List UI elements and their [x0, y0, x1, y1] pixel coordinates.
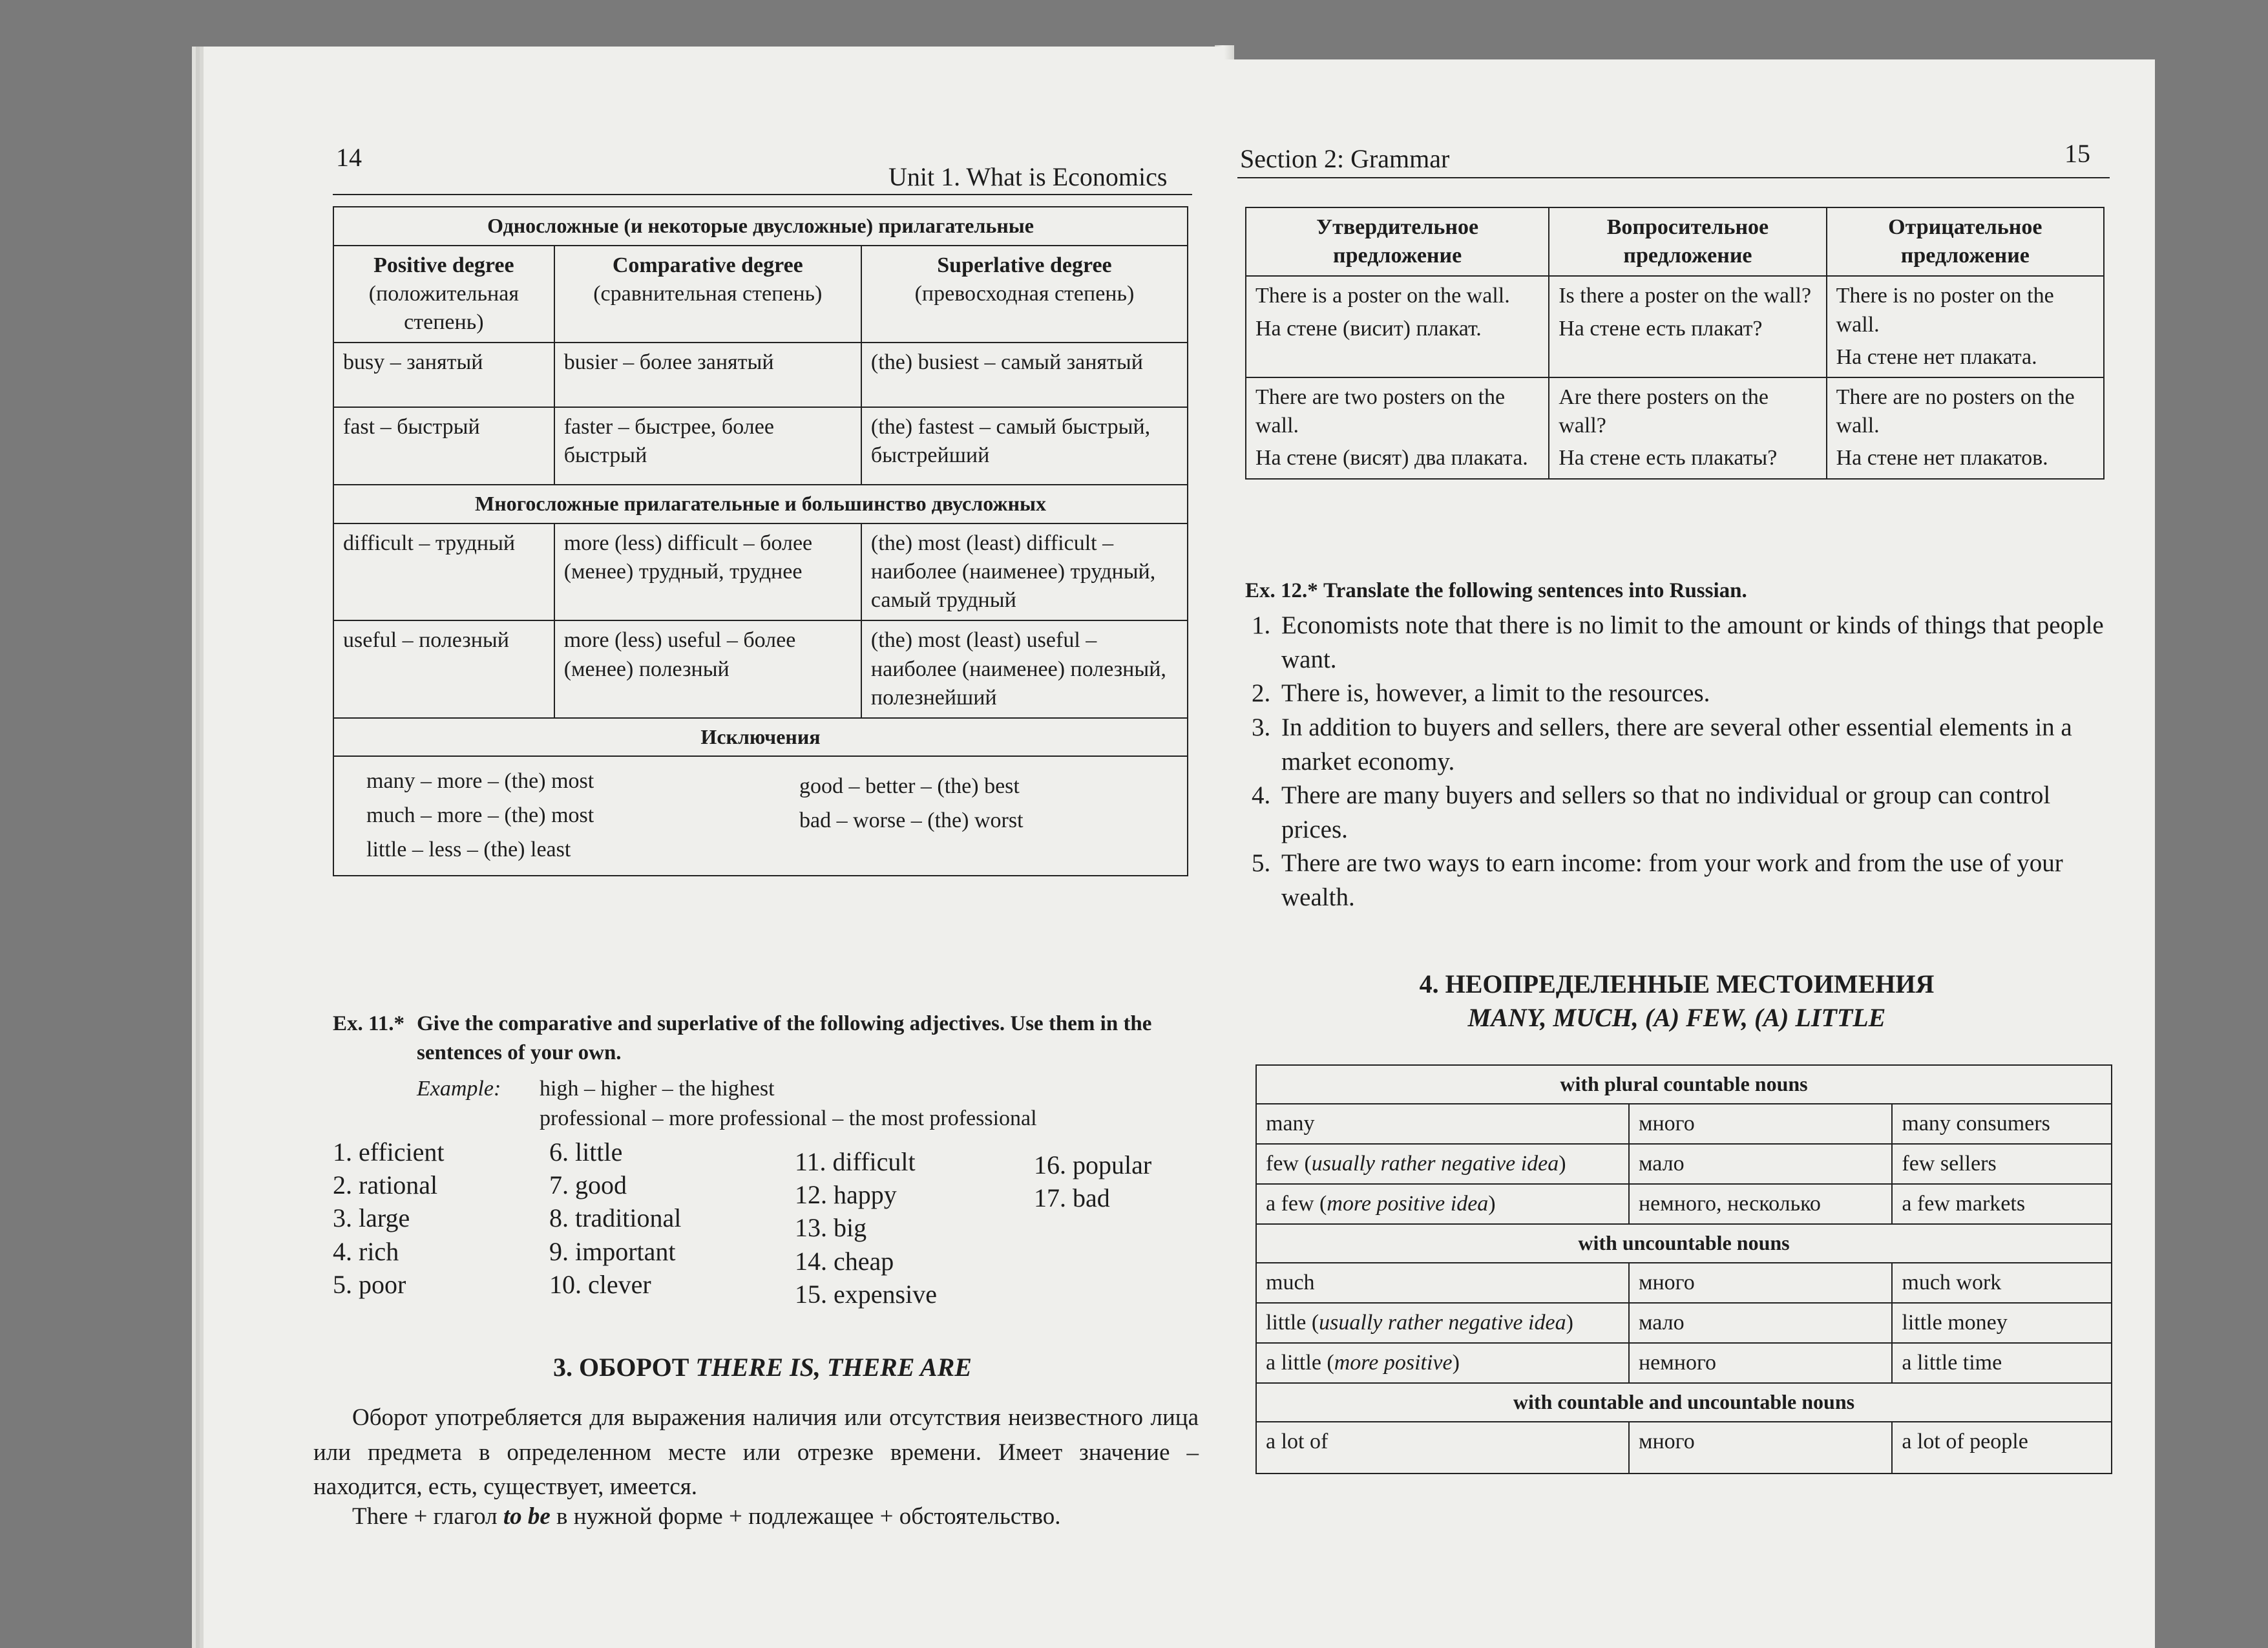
table-cell: a few markets — [1892, 1184, 2112, 1224]
list-item: 3. In addition to buyers and sellers, there are several other essential elements in a market economy. — [1252, 713, 2072, 776]
table-cell: (the) busiest – самый занятый — [861, 343, 1188, 407]
table-cell: more (less) difficult – более (менее) трудный, труднее — [554, 523, 861, 621]
table-row — [1256, 1422, 2112, 1474]
table-row — [1246, 276, 2104, 377]
table-section-exceptions: Исключения — [333, 718, 1188, 757]
ex11-column-3: 11. difficult 12. happy 13. big 14. cheap 15. expensive — [795, 1147, 937, 1309]
table-cell: busier – более занятый — [554, 343, 861, 407]
ex11-column-2: 6. little 7. good 8. traditional 9. important 10. clever — [549, 1137, 682, 1299]
table-cell: There are two posters on the wall. На стене (висят) два плаката. — [1246, 377, 1549, 479]
table-cell: много — [1629, 1104, 1892, 1144]
table-cell: a little time — [1892, 1343, 2112, 1383]
table-section-uncountable: with uncountable nouns — [1256, 1224, 2112, 1263]
exceptions-left: many – more – (the) most much – more – (the) most little – less – (the) least — [366, 769, 594, 861]
table-cell: a lot of people — [1892, 1422, 2112, 1474]
table-cell: There is no poster on the wall. На стене нет плаката. — [1827, 276, 2104, 377]
list-item: 5. There are two ways to earn income: from your work and from the use of your wealth. — [1252, 849, 2063, 912]
exercise-12-list — [1252, 609, 2111, 915]
table-cell: (the) most (least) difficult – наиболее (наименее) трудный, самый трудный — [861, 523, 1188, 621]
table-cell: There are no posters on the wall. На стене нет плакатов. — [1827, 377, 2104, 479]
table-header-row — [1246, 207, 2104, 276]
section-3-heading: 3. ОБОРОТ THERE IS, THERE ARE — [553, 1353, 972, 1382]
page-number-right: 15 — [2064, 139, 2090, 168]
table-row — [1256, 1343, 2112, 1383]
header-negative: Отрицательное предложение — [1827, 207, 2104, 276]
table-cell: немного — [1629, 1343, 1892, 1383]
table-cell: (the) most (least) useful – наиболее (наименее) полезный, полезнейший — [861, 620, 1188, 718]
table-cell: many — [1256, 1104, 1629, 1144]
header-comparative: Comparative degree (сравнительная степень) — [554, 246, 861, 343]
section-3-paragraph: Оборот употребляется для выражения наличия или отсутствия неизвестного лица или предмета в определенном месте или отрезке времени. Имеет значение – находится, есть, существует, имеется. — [313, 1404, 1199, 1501]
table-section-countable-uncountable: with countable and uncountable nouns — [1256, 1383, 2112, 1422]
section-4-heading: 4. НЕОПРЕДЕЛЕННЫЕ МЕСТОИМЕНИЯ MANY, MUCH, (A) FEW, (A) LITTLE — [1419, 969, 1935, 1032]
table-cell: few sellers — [1892, 1144, 2112, 1184]
table-row — [333, 343, 1188, 407]
exercise-12-instruction: Ex. 12.* Translate the following sentences into Russian. — [1245, 579, 1747, 602]
table-cell: few (usually rather negative idea) — [1256, 1144, 1629, 1184]
table-row — [1256, 1144, 2112, 1184]
table-row — [1246, 377, 2104, 479]
there-is-there-are-table — [1245, 207, 2105, 480]
table-cell: много — [1629, 1263, 1892, 1303]
table-row — [333, 523, 1188, 621]
section-3-formula: There + глагол to be в нужной форме + подлежащее + обстоятельство. — [352, 1503, 1061, 1530]
table-section-plural-countable: with plural countable nouns — [1256, 1065, 2112, 1104]
table-row — [1256, 1104, 2112, 1144]
table-cell: difficult – трудный — [333, 523, 554, 621]
running-title-right: Section 2: Grammar — [1240, 144, 1450, 173]
table-cell: faster – быстрее, более быстрый — [554, 407, 861, 485]
header-interrogative: Вопросительное предложение — [1549, 207, 1826, 276]
table-section-polysyllabic: Многосложные прилагательные и большинство двусложных — [333, 485, 1188, 523]
quantifiers-table — [1255, 1064, 2112, 1474]
ex11-column-1: 1. efficient 2. rational 3. large 4. rich 5. poor — [333, 1137, 445, 1299]
exercise-11-instruction: Ex. 11.* Give the comparative and superlative of the following adjectives. Use them in the sentences of your own. — [333, 1012, 1152, 1064]
left-page — [204, 47, 1224, 1648]
exceptions-row — [333, 756, 1188, 875]
table-cell: Is there a poster on the wall? На стене есть плакат? — [1549, 276, 1826, 377]
table-cell: much work — [1892, 1263, 2112, 1303]
table-cell: мало — [1629, 1144, 1892, 1184]
table-row — [1256, 1263, 2112, 1303]
header-superlative: Superlative degree (превосходная степень) — [861, 246, 1188, 343]
table-cell: fast – быстрый — [333, 407, 554, 485]
table-cell: мало — [1629, 1303, 1892, 1343]
table-row — [333, 620, 1188, 718]
table-cell: a lot of — [1256, 1422, 1629, 1474]
header-rule-left — [333, 194, 1192, 195]
list-item: 2. There is, however, a limit to the resources. — [1252, 679, 1710, 708]
right-page — [1224, 59, 2155, 1648]
list-item: 1. Economists note that there is no limit to the amount or kinds of things that people want. — [1252, 611, 2104, 673]
table-cell: more (less) useful – более (менее) полезный — [554, 620, 861, 718]
table-cell: немного, несколько — [1629, 1184, 1892, 1224]
table-cell: busy – занятый — [333, 343, 554, 407]
ex11-column-4: 16. popular 17. bad — [1034, 1150, 1152, 1213]
table-cell: There is a poster on the wall. На стене (висит) плакат. — [1246, 276, 1549, 377]
list-item: 4. There are many buyers and sellers so that no individual or group can control prices. — [1252, 781, 2051, 843]
table-row — [1256, 1303, 2112, 1343]
table-cell: Are there posters on the wall? На стене есть плакаты? — [1549, 377, 1826, 479]
running-title-left: Unit 1. What is Economics — [888, 162, 1168, 191]
exceptions-right: good – better – (the) best bad – worse – (the) worst — [799, 774, 1024, 833]
table-cell: много — [1629, 1422, 1892, 1474]
table-cell: little (usually rather negative idea) — [1256, 1303, 1629, 1343]
exercise-11-example: Example: high – higher – the highest professional – more professional – the most professional — [417, 1077, 1037, 1130]
table-section-monosyllabic: Односложные (и некоторые двусложные) прилагательные — [333, 207, 1188, 246]
header-positive: Positive degree (положительная степень) — [333, 246, 554, 343]
adjective-degrees-table — [333, 206, 1188, 876]
table-cell: many consumers — [1892, 1104, 2112, 1144]
table-row — [333, 407, 1188, 485]
header-rule-right — [1237, 177, 2110, 178]
table-header-row — [333, 246, 1188, 343]
table-cell: a few (more positive idea) — [1256, 1184, 1629, 1224]
page-number-left: 14 — [336, 143, 362, 172]
header-affirmative: Утвердительное предложение — [1246, 207, 1549, 276]
table-cell: (the) fastest – самый быстрый, быстрейший — [861, 407, 1188, 485]
table-row — [1256, 1184, 2112, 1224]
table-cell: much — [1256, 1263, 1629, 1303]
table-cell: a little (more positive) — [1256, 1343, 1629, 1383]
table-cell: useful – полезный — [333, 620, 554, 718]
table-cell: little money — [1892, 1303, 2112, 1343]
